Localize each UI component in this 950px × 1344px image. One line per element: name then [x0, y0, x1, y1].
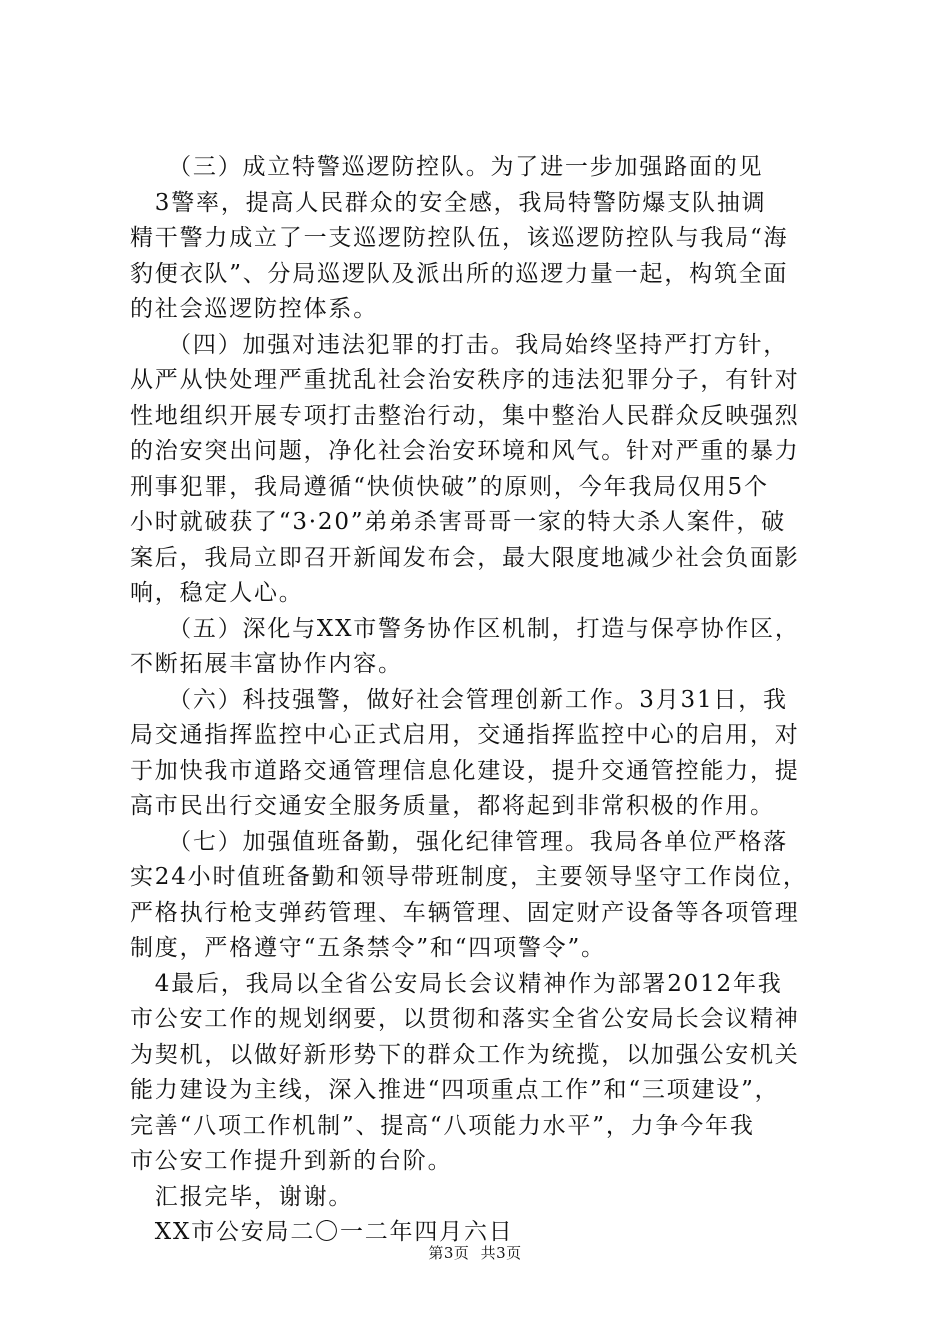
text-line: 小时就破获了“3·20”弟弟杀害哥哥一家的特大杀人案件，破 — [130, 509, 786, 535]
text-line: （五）深化与XX市警务协作区机制，打造与保亭协作区， — [130, 615, 800, 642]
text-line: 市公安工作提升到新的台阶。 — [130, 1148, 453, 1174]
text-line: 汇报完毕，谢谢。 — [130, 1183, 354, 1210]
text-line: 实24小时值班备勤和领导带班制度，主要领导坚守工作岗位， — [130, 864, 808, 890]
text-line: 响，稳定人心。 — [130, 580, 304, 606]
text-line: 案后，我局立即召开新闻发布会，最大限度地减少社会负面影 — [130, 544, 800, 571]
text-line: 制度，严格遵守“五条禁令”和“四项警令”。 — [130, 935, 606, 961]
text-line: 豹便衣队”、分局巡逻队及派出所的巡逻力量一起，构筑全面 — [130, 260, 789, 287]
page-number-current: 第3页 — [428, 1244, 470, 1262]
text-line: （三）成立特警巡逻防控队。为了进一步加强路面的见 — [130, 154, 764, 180]
text-line: （六）科技强警，做好社会管理创新工作。3月31日，我 — [130, 686, 788, 713]
text-line: 局交通指挥监控中心正式启用，交通指挥监控中心的启用，对 — [130, 722, 800, 748]
text-line: 于加快我市道路交通管理信息化建设，提升交通管控能力，提 — [130, 757, 800, 784]
text-line: （七）加强值班备勤，强化纪律管理。我局各单位严格落 — [130, 828, 789, 855]
text-line: 高市民出行交通安全服务质量，都将起到非常积极的作用。 — [130, 793, 775, 819]
document-body — [130, 150, 830, 1251]
text-line: 刑事犯罪，我局遵循“快侦快破”的原则，今年我局仅用5个 — [130, 473, 769, 500]
text-line: 从严从快处理严重扰乱社会治安秩序的违法犯罪分子，有针对 — [130, 367, 800, 393]
text-line: 为契机，以做好新形势下的群众工作为统揽，以加强公安机关 — [130, 1041, 800, 1068]
text-line: 的社会巡逻防控体系。 — [130, 296, 378, 322]
text-line: 严格执行枪支弹药管理、车辆管理、固定财产设备等各项管理 — [130, 899, 800, 926]
text-line: 市公安工作的规划纲要，以贯彻和落实全省公安局长会议精神 — [130, 1006, 800, 1032]
text-line: 精干警力成立了一支巡逻防控队伍，该巡逻防控队与我局“海 — [130, 225, 789, 251]
text-line: 性地组织开展专项打击整治行动，集中整治人民群众反映强烈 — [130, 402, 800, 429]
text-line: 4最后，我局以全省公安局长会议精神作为部署2012年我 — [130, 970, 783, 997]
text-line: （四）加强对违法犯罪的打击。我局始终坚持严打方针， — [130, 331, 789, 358]
text-line: XX市公安局二〇一二年四月六日 — [130, 1219, 514, 1245]
text-line: 3警率，提高人民群众的安全感，我局特警防爆支队抽调 — [130, 189, 767, 216]
text-line: 完善“八项工作机制”、提高“八项能力水平”，力争今年我 — [130, 1112, 755, 1139]
text-line: 能力建设为主线，深入推进“四项重点工作”和“三项建设”， — [130, 1077, 780, 1103]
page-number-total: 共3页 — [480, 1244, 522, 1262]
text-line: 的治安突出问题，净化社会治安环境和风气。针对严重的暴力 — [130, 438, 800, 464]
page-footer — [0, 1243, 950, 1263]
text-line: 不断拓展丰富协作内容。 — [130, 651, 403, 677]
